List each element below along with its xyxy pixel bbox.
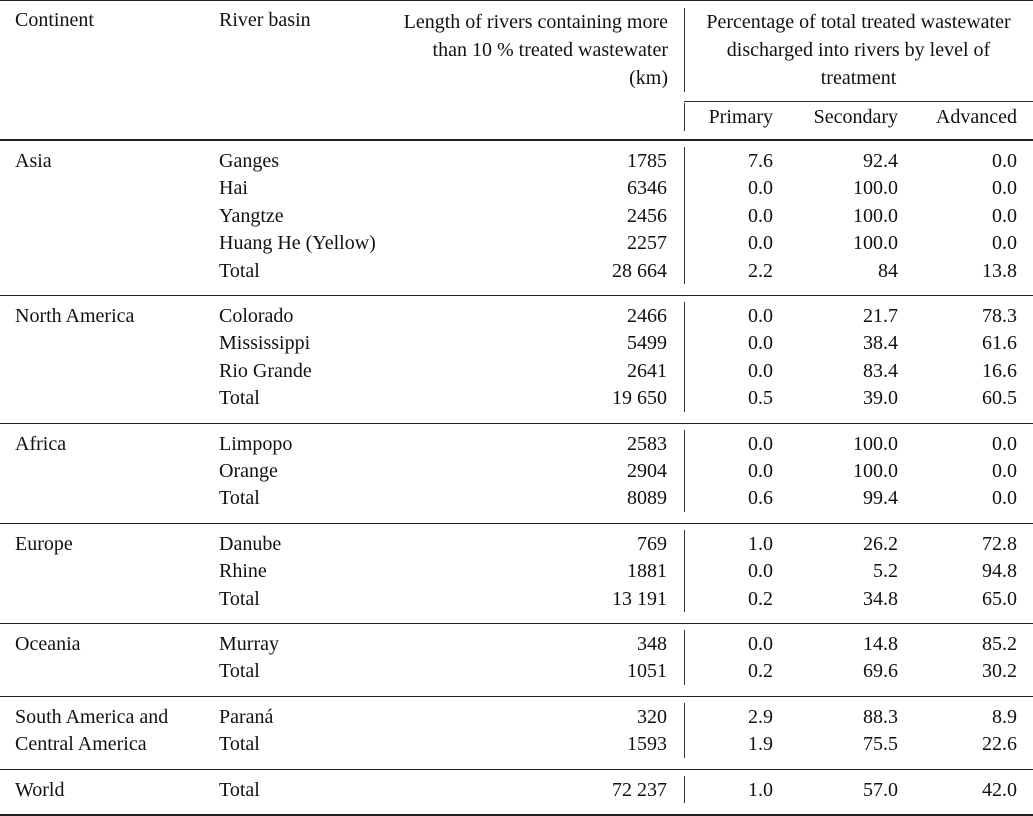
group-divider — [684, 630, 685, 685]
header-length: Length of rivers containing more than 10 % treated wastewater (km) — [403, 11, 668, 89]
primary-cell: 0.0 — [748, 305, 773, 327]
primary-cell: 2.2 — [748, 259, 773, 282]
header-subdivider — [684, 103, 685, 131]
river-basin-cell: Huang He (Yellow) — [219, 232, 376, 255]
secondary-cell: 100.0 — [853, 432, 898, 455]
length-cell: 769 — [637, 532, 667, 555]
river-basin-cell: Danube — [219, 532, 282, 555]
group-separator-rule — [0, 623, 1033, 624]
length-cell: 6346 — [627, 177, 667, 200]
continent-label: South America and — [15, 705, 169, 728]
primary-cell: 2.9 — [748, 705, 773, 728]
river-basin-cell: Total — [219, 660, 260, 683]
secondary-cell: 100.0 — [853, 232, 898, 255]
header-river-basin: River basin — [219, 9, 311, 31]
secondary-cell: 34.8 — [863, 587, 898, 610]
river-basin-cell: Total — [219, 487, 260, 510]
length-cell: 2583 — [627, 432, 667, 455]
primary-cell: 0.0 — [748, 204, 773, 227]
length-cell: 28 664 — [612, 259, 667, 282]
advanced-cell: 0.0 — [992, 204, 1017, 227]
primary-cell: 0.0 — [748, 460, 773, 482]
continent-label: North America — [15, 305, 135, 327]
secondary-cell: 69.6 — [863, 660, 898, 683]
river-basin-cell: Rhine — [219, 560, 267, 583]
secondary-cell: 92.4 — [863, 150, 898, 172]
continent-label: Europe — [15, 532, 73, 555]
primary-cell: 7.6 — [748, 150, 773, 172]
secondary-cell: 100.0 — [853, 204, 898, 227]
river-basin-cell: Total — [219, 778, 260, 801]
river-basin-cell: Total — [219, 587, 260, 610]
secondary-cell: 84 — [878, 259, 898, 282]
advanced-cell: 85.2 — [982, 633, 1017, 655]
secondary-cell: 14.8 — [863, 633, 898, 655]
primary-cell: 0.0 — [748, 332, 773, 355]
length-cell: 13 191 — [612, 587, 667, 610]
river-basin-cell: Mississippi — [219, 332, 311, 355]
length-cell: 5499 — [627, 332, 667, 355]
primary-cell: 0.0 — [748, 232, 773, 255]
river-basin-cell: Murray — [219, 633, 279, 655]
length-cell: 348 — [637, 633, 667, 655]
secondary-cell: 5.2 — [873, 560, 898, 583]
advanced-cell: 16.6 — [982, 359, 1017, 382]
header-divider — [684, 8, 685, 92]
secondary-cell: 83.4 — [863, 359, 898, 382]
river-basin-cell: Colorado — [219, 305, 294, 327]
primary-cell: 0.0 — [748, 359, 773, 382]
length-cell: 72 237 — [612, 778, 667, 801]
advanced-cell: 22.6 — [982, 733, 1017, 756]
primary-cell: 0.0 — [748, 560, 773, 583]
header-bottom-rule — [0, 139, 1033, 141]
header-subrule — [684, 101, 1033, 102]
group-separator-rule — [0, 696, 1033, 697]
river-basin-cell: Rio Grande — [219, 359, 312, 382]
advanced-cell: 8.9 — [992, 705, 1017, 728]
length-cell: 320 — [637, 705, 667, 728]
group-divider — [684, 430, 685, 512]
river-basin-cell: Hai — [219, 177, 248, 200]
advanced-cell: 0.0 — [992, 487, 1017, 510]
advanced-cell: 13.8 — [982, 259, 1017, 282]
advanced-cell: 72.8 — [982, 532, 1017, 555]
group-divider — [684, 530, 685, 612]
advanced-cell: 0.0 — [992, 432, 1017, 455]
continent-label: Africa — [15, 432, 67, 455]
group-divider — [684, 776, 685, 803]
river-basin-cell: Total — [219, 259, 260, 282]
length-cell: 2466 — [627, 305, 667, 327]
primary-cell: 0.2 — [748, 660, 773, 683]
advanced-cell: 42.0 — [982, 778, 1017, 801]
river-basin-cell: Total — [219, 387, 260, 410]
secondary-cell: 38.4 — [863, 332, 898, 355]
length-cell: 2257 — [627, 232, 667, 255]
header-advanced: Advanced — [935, 106, 1017, 128]
secondary-cell: 99.4 — [863, 487, 898, 510]
advanced-cell: 65.0 — [982, 587, 1017, 610]
group-separator-rule — [0, 523, 1033, 524]
advanced-cell: 78.3 — [982, 305, 1017, 327]
group-separator-rule — [0, 295, 1033, 296]
length-cell: 1785 — [627, 150, 667, 172]
primary-cell: 0.5 — [748, 387, 773, 410]
river-basin-cell: Yangtze — [219, 204, 284, 227]
group-separator-rule — [0, 423, 1033, 424]
advanced-cell: 61.6 — [982, 332, 1017, 355]
length-cell: 1881 — [627, 560, 667, 583]
header-primary: Primary — [708, 106, 773, 128]
length-cell: 2456 — [627, 204, 667, 227]
advanced-cell: 0.0 — [992, 460, 1017, 482]
group-divider — [684, 703, 685, 758]
primary-cell: 0.6 — [748, 487, 773, 510]
continent-label: World — [15, 778, 65, 801]
primary-cell: 0.0 — [748, 432, 773, 455]
primary-cell: 1.0 — [748, 778, 773, 801]
group-divider — [684, 147, 685, 284]
length-cell: 1051 — [627, 660, 667, 683]
header-continent: Continent — [15, 9, 94, 31]
header-percentage: Percentage of total treated wastewater discharged into rivers by level of treatment — [706, 11, 1011, 89]
group-separator-rule — [0, 769, 1033, 770]
river-basin-cell: Orange — [219, 460, 278, 482]
continent-label: Central America — [15, 733, 147, 756]
primary-cell: 0.0 — [748, 177, 773, 200]
length-cell: 19 650 — [612, 387, 667, 410]
secondary-cell: 57.0 — [863, 778, 898, 801]
advanced-cell: 94.8 — [982, 560, 1017, 583]
primary-cell: 1.0 — [748, 532, 773, 555]
secondary-cell: 100.0 — [853, 460, 898, 482]
length-cell: 1593 — [627, 733, 667, 756]
advanced-cell: 0.0 — [992, 150, 1017, 172]
advanced-cell: 30.2 — [982, 660, 1017, 683]
advanced-cell: 0.0 — [992, 232, 1017, 255]
primary-cell: 1.9 — [748, 733, 773, 756]
secondary-cell: 100.0 — [853, 177, 898, 200]
continent-label: Oceania — [15, 633, 81, 655]
secondary-cell: 39.0 — [863, 387, 898, 410]
advanced-cell: 0.0 — [992, 177, 1017, 200]
secondary-cell: 88.3 — [863, 705, 898, 728]
river-basin-cell: Paraná — [219, 705, 274, 728]
length-cell: 8089 — [627, 487, 667, 510]
group-divider — [684, 302, 685, 412]
secondary-cell: 21.7 — [863, 305, 898, 327]
river-basin-cell: Limpopo — [219, 432, 293, 455]
continent-label: Asia — [15, 150, 52, 172]
header-secondary: Secondary — [813, 106, 898, 128]
length-cell: 2641 — [627, 359, 667, 382]
table-top-rule — [0, 0, 1033, 1]
length-cell: 2904 — [627, 460, 667, 482]
secondary-cell: 26.2 — [863, 532, 898, 555]
primary-cell: 0.2 — [748, 587, 773, 610]
primary-cell: 0.0 — [748, 633, 773, 655]
advanced-cell: 60.5 — [982, 387, 1017, 410]
river-basin-cell: Total — [219, 733, 260, 756]
river-basin-cell: Ganges — [219, 150, 279, 172]
secondary-cell: 75.5 — [863, 733, 898, 756]
